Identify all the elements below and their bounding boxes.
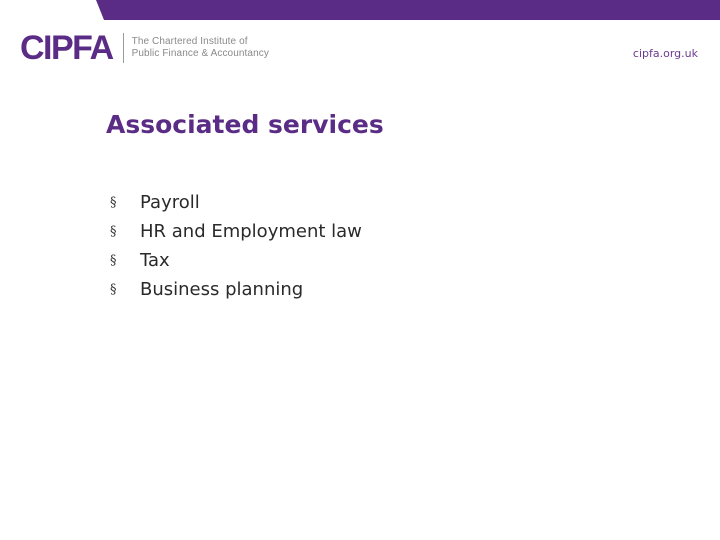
site-url: cipfa.org.uk	[632, 47, 698, 60]
bullet-icon: §	[110, 253, 117, 268]
slide-title: Associated services	[106, 110, 384, 139]
tagline-line-1: The Chartered Institute of	[131, 36, 248, 47]
bullet-text: Payroll	[140, 192, 200, 213]
bullet-text: Business planning	[140, 279, 304, 300]
bullet-icon: §	[110, 224, 117, 239]
list-item	[110, 275, 362, 304]
list-item	[110, 188, 362, 217]
bullet-text: Tax	[140, 250, 170, 271]
bullet-icon: §	[110, 282, 117, 297]
list-item	[110, 217, 362, 246]
bullet-text: HR and Employment law	[140, 221, 362, 242]
cipfa-logo	[20, 28, 269, 68]
logo-tagline	[132, 36, 269, 60]
list-item	[110, 246, 362, 275]
bullet-icon: §	[110, 195, 117, 210]
tagline-line-2: Public Finance & Accountancy	[131, 48, 269, 59]
logo-wordmark: CIPFA	[20, 29, 113, 67]
header-band	[0, 0, 720, 20]
bullet-list	[110, 188, 362, 304]
logo-divider	[123, 33, 124, 63]
